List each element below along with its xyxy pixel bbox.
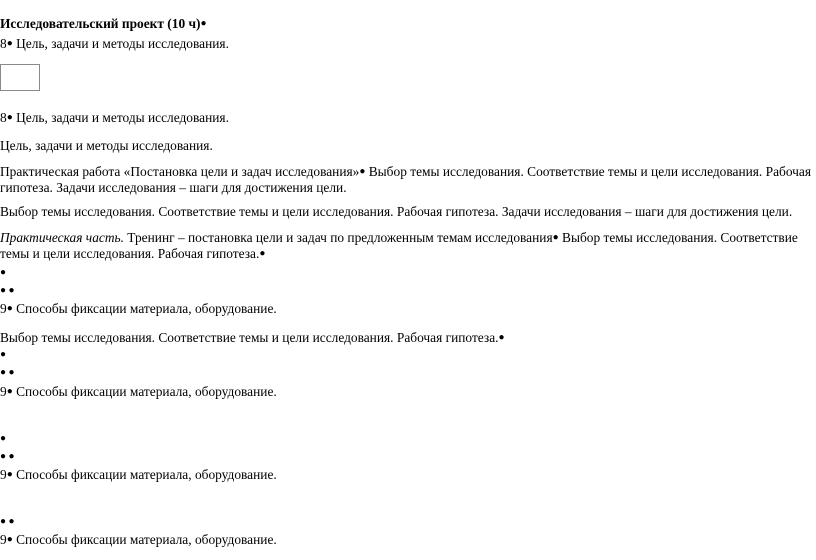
bullet-icon: ● [6, 303, 13, 314]
lesson-9-heading: 9● Способы фиксации материала, оборудование. [0, 532, 277, 547]
bullet-icon: ● ● [0, 451, 15, 462]
double-bullet [0, 449, 15, 465]
practical-part-paragraph: Практическая часть. Тренинг – постановка цели и задач по предложенным темам исследования● Выбор темы исследования. Соответствие темы и цели исследования. Рабочая гипотеза.● [0, 230, 798, 261]
bullet-icon: ● [359, 166, 366, 177]
bullet-icon: ● ● [0, 285, 15, 296]
single-bullet [0, 431, 6, 447]
lesson-9-heading: 9● Способы фиксации материала, оборудование. [0, 301, 277, 316]
bullet-icon: ● [259, 248, 266, 259]
empty-frame [0, 64, 40, 91]
single-bullet [0, 265, 6, 281]
topic-choice-paragraph: Выбор темы исследования. Соответствие темы и цели исследования. Рабочая гипотеза. Задачи исследования – шаги для достижения цели. [0, 204, 793, 219]
bullet-icon: ● [6, 112, 13, 123]
single-bullet [0, 347, 6, 363]
bullet-icon: ● [0, 433, 7, 444]
lesson-9-heading: 9● Способы фиксации материала, оборудование. [0, 467, 277, 482]
topic-choice-short: Выбор темы исследования. Соответствие темы и цели исследования. Рабочая гипотеза.● [0, 330, 505, 345]
practical-work-paragraph: Практическая работа «Постановка цели и задач исследования»● Выбор темы исследования. Соответствие темы и цели исследования. Рабочая гипотеза. Задачи исследования – шаги для достижения цели. [0, 164, 812, 195]
double-bullet [0, 283, 15, 299]
lesson-9-heading: 9● Способы фиксации материала, оборудование. [0, 384, 277, 399]
lesson-8-heading: 8● Цель, задачи и методы исследования. [0, 36, 229, 51]
bullet-icon: ● [6, 38, 13, 49]
bullet-icon: ● [6, 534, 13, 545]
bullet-icon: ● ● [0, 367, 15, 378]
double-bullet [0, 514, 15, 530]
bullet-icon: ● [6, 386, 13, 397]
double-bullet [0, 365, 15, 381]
bullet-icon: ● [498, 332, 505, 343]
page-title: Исследовательский проект (10 ч)● [0, 16, 207, 31]
bullet-icon: ● [0, 267, 7, 278]
bullet-icon: ● [6, 469, 13, 480]
bullet-icon: ● [200, 18, 207, 29]
lesson-8-heading-repeat: 8● Цель, задачи и методы исследования. [0, 110, 229, 125]
bullet-icon: ● [552, 232, 559, 243]
goal-methods-text: Цель, задачи и методы исследования. [0, 138, 213, 153]
bullet-icon: ● [0, 349, 7, 360]
bullet-icon: ● ● [0, 516, 15, 527]
